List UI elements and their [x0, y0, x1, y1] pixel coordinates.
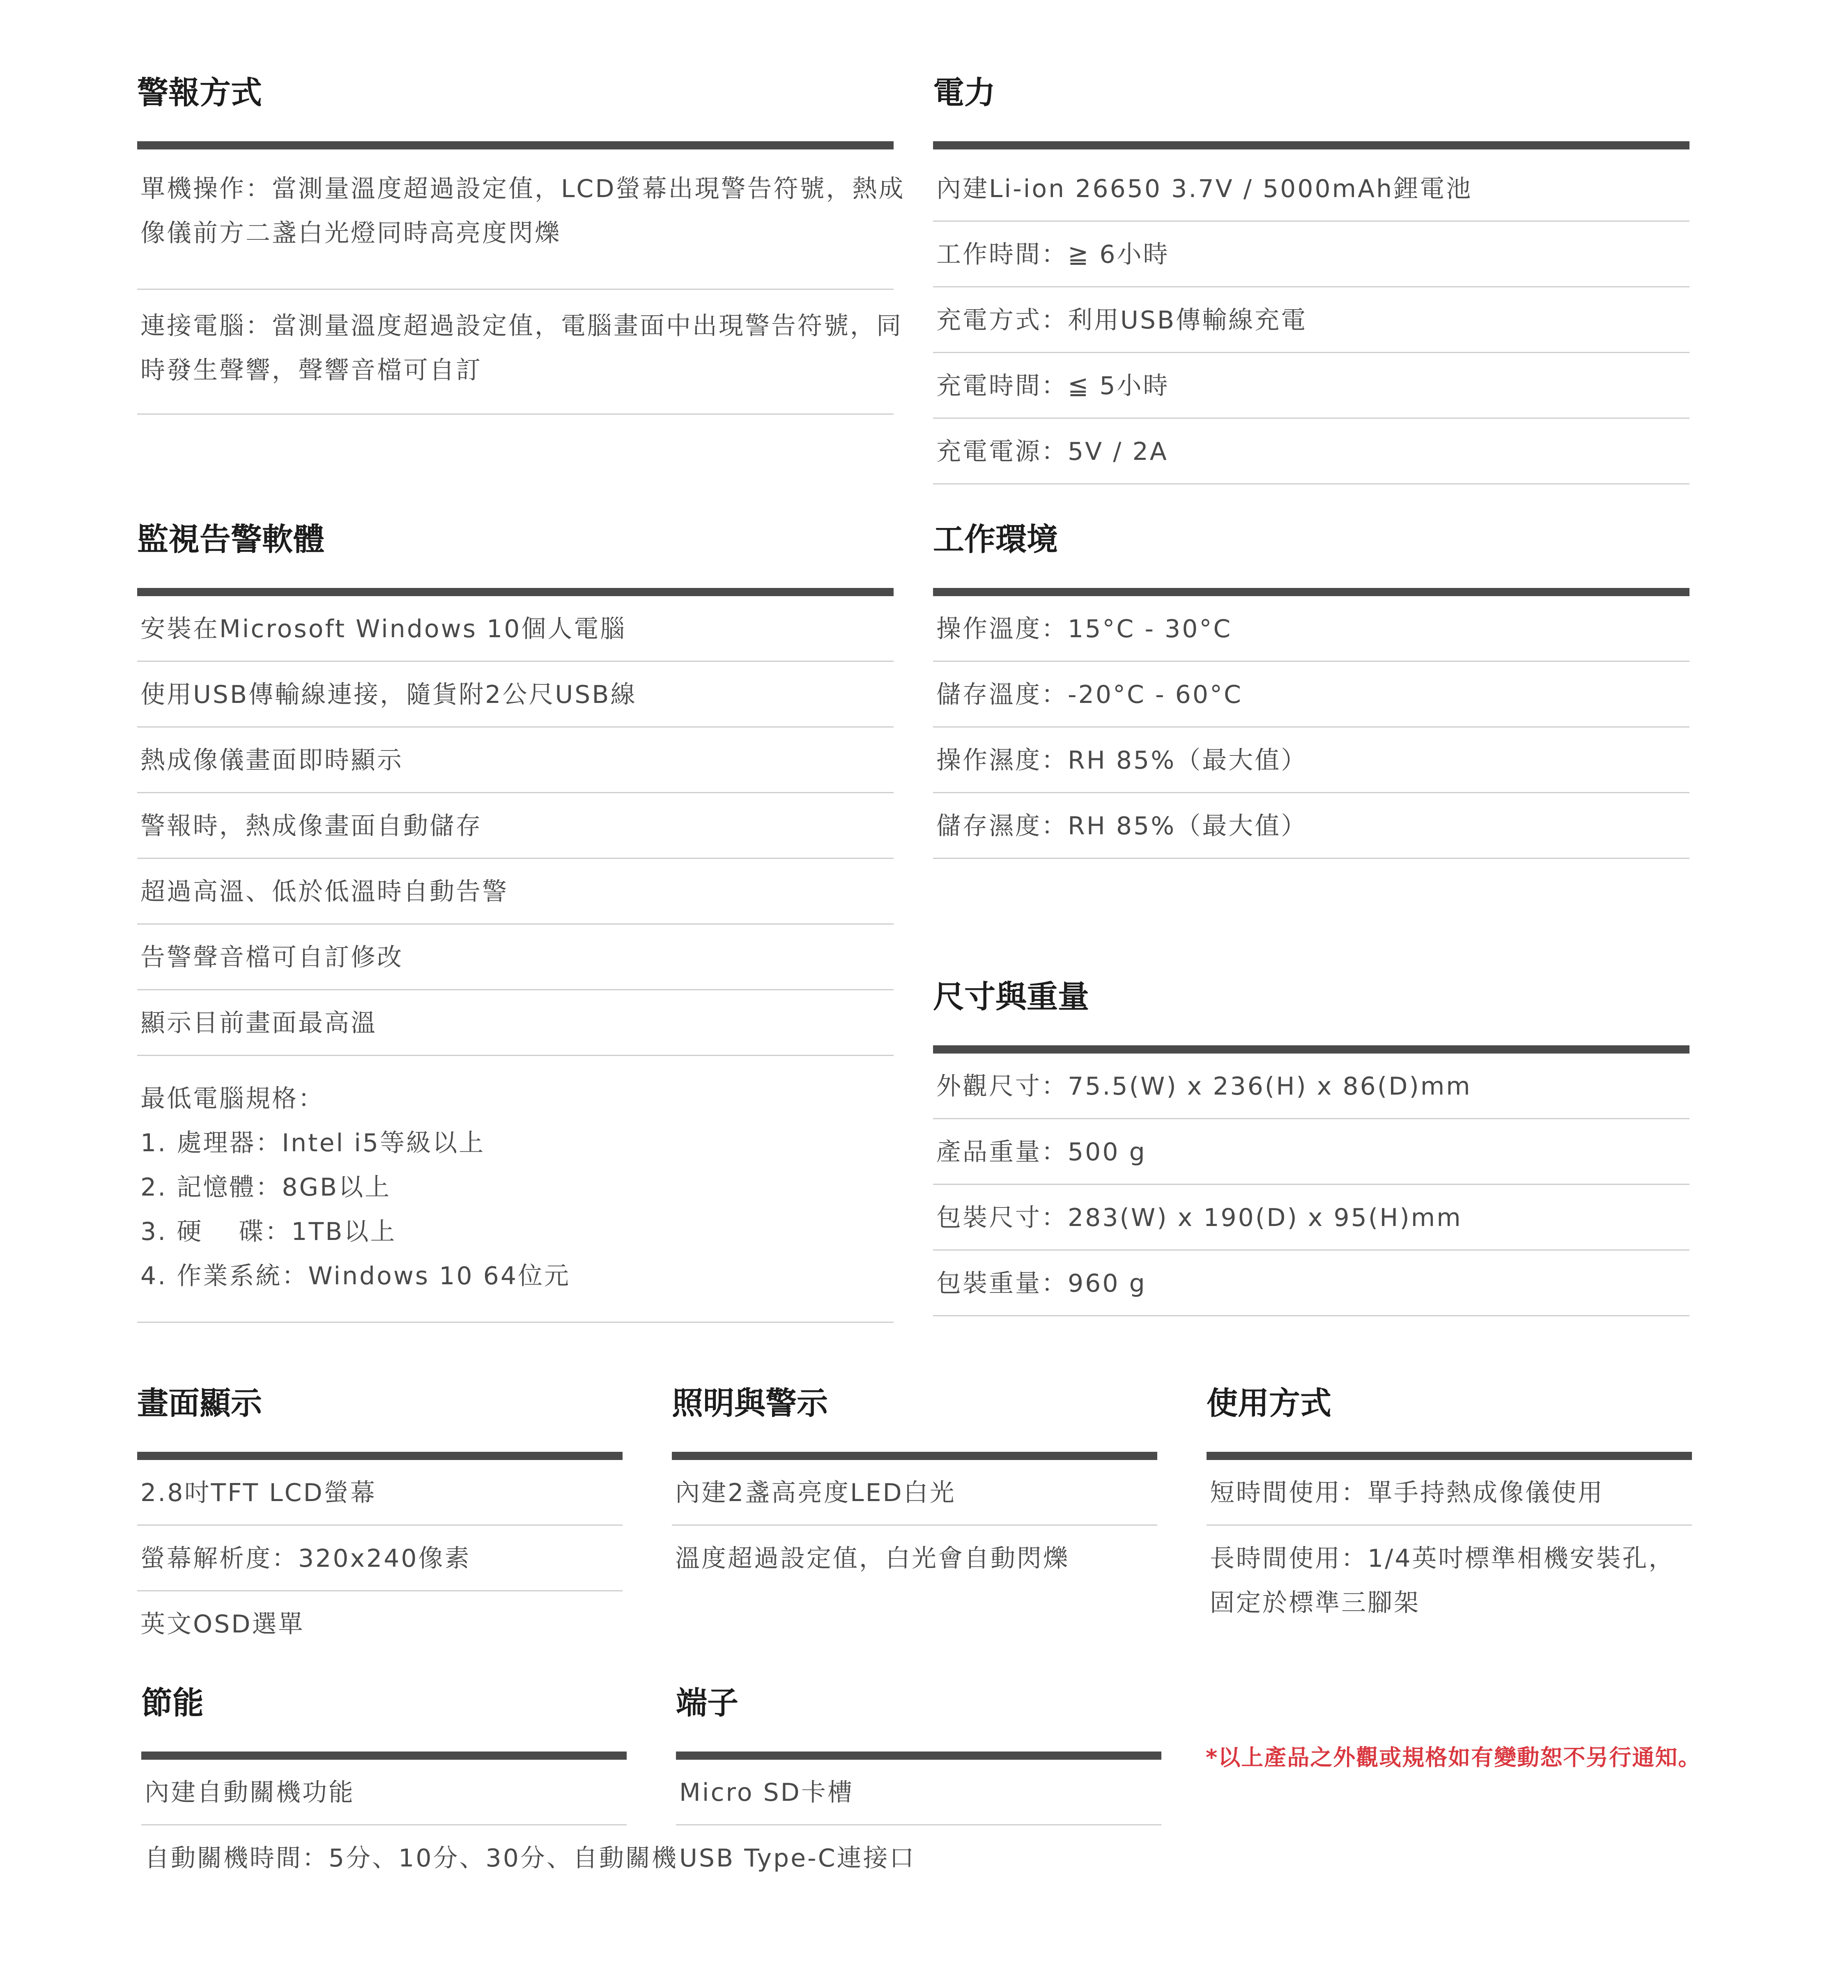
list-item: 自動關機時間：5分、10分、30分、自動關機: [145, 1844, 678, 1873]
list-item: 工作時間：≧ 6小時: [933, 222, 1689, 287]
section-divider: [933, 141, 1689, 149]
section-divider: [672, 1452, 1157, 1460]
list-item: 內建自動關機功能: [141, 1760, 627, 1825]
section-divider: [137, 141, 894, 149]
section-usage: [1207, 1385, 1692, 1642]
section-ports: [676, 1687, 1161, 1917]
list-item: 充電電源：5V / 2A: [933, 419, 1689, 484]
section-title: 端子: [676, 1685, 738, 1721]
list-item: 短時間使用：單手持熱成像儀使用: [1207, 1460, 1692, 1526]
section-title: 照明與警示: [672, 1385, 828, 1421]
list-item: 英文OSD選單: [140, 1610, 305, 1639]
list-item: 螢幕解析度：320x240像素: [137, 1526, 623, 1591]
section-dimensions: [933, 978, 1689, 1322]
list-item: Micro SD卡槽: [676, 1760, 1161, 1825]
list-item: 長時間使用：1/4英吋標準相機安裝孔， 固定於標準三腳架: [1210, 1544, 1675, 1617]
list-item: 包裝尺寸：283(W) x 190(D) x 95(H)mm: [933, 1185, 1689, 1251]
list-item: 儲存濕度：RH 85%（最大值）: [933, 793, 1689, 859]
list-item: 使用USB傳輸線連接，隨貨附2公尺USB線: [137, 662, 894, 728]
section-display: [137, 1385, 623, 1659]
section-divider: [1207, 1452, 1692, 1460]
section-title: 使用方式: [1207, 1385, 1331, 1421]
list-item: 外觀尺寸：75.5(W) x 236(H) x 86(D)mm: [933, 1054, 1689, 1119]
list-item: 內建Li-ion 26650 3.7V / 5000mAh鋰電池: [933, 156, 1689, 222]
section-divider: [141, 1752, 627, 1760]
list-item: 2.8吋TFT LCD螢幕: [137, 1460, 623, 1526]
list-item: 產品重量：500 g: [933, 1119, 1689, 1185]
section-title: 警報方式: [137, 74, 262, 111]
requirements-list: 最低電腦規格： 1. 處理器：Intel i5等級以上 2. 記憶體：8GB以上 3. 硬 碟：1TB以上 4. 作業系統：Windows 10 64位元: [137, 1056, 894, 1323]
section-software: [137, 521, 894, 1325]
section-title: 電力: [933, 74, 995, 111]
section-lighting: [672, 1385, 1157, 1593]
section-divider: [933, 1045, 1689, 1054]
section-divider: [933, 588, 1689, 596]
section-divider: [676, 1752, 1161, 1760]
list-item: 內建2盞高亮度LED白光: [672, 1460, 1157, 1526]
list-item: 顯示目前畫面最高溫: [137, 990, 894, 1056]
list-item: 告警聲音檔可自訂修改: [137, 925, 894, 990]
list-item: 超過高溫、低於低溫時自動告警: [137, 859, 894, 925]
spec-change-notice: *以上產品之外觀或規格如有變動恕不另行通知。: [1206, 1745, 1701, 1770]
list-item: 充電時間：≦ 5小時: [933, 353, 1689, 419]
section-alarm: [137, 74, 905, 418]
section-divider: [137, 1452, 623, 1460]
list-item: 溫度超過設定值，白光會自動閃爍: [675, 1544, 1069, 1573]
section-energy: [141, 1685, 678, 1917]
list-item: 操作濕度：RH 85%（最大值）: [933, 728, 1689, 793]
section-environment: [933, 521, 1689, 865]
section-divider: [137, 588, 894, 596]
list-item: 單機操作：當測量溫度超過設定值，LCD螢幕出現警告符號，熱成 像儀前方二盞白光燈同時高亮度閃爍: [137, 167, 894, 290]
list-item: 儲存溫度：-20°C - 60°C: [933, 662, 1689, 728]
section-title: 工作環境: [933, 521, 1058, 558]
section-title: 尺寸與重量: [933, 978, 1089, 1015]
list-item: 連接電腦：當測量溫度超過設定值，電腦畫面中出現警告符號，同 時發生聲響，聲響音檔可自訂: [137, 304, 894, 415]
list-item: 包裝重量：960 g: [933, 1251, 1689, 1316]
section-title: 節能: [141, 1685, 204, 1721]
list-item: 安裝在Microsoft Windows 10個人電腦: [137, 596, 894, 662]
list-item: 充電方式：利用USB傳輸線充電: [933, 287, 1689, 353]
list-item: 操作溫度：15°C - 30°C: [933, 596, 1689, 662]
list-item: 熱成像儀畫面即時顯示: [137, 728, 894, 793]
section-title: 畫面顯示: [137, 1385, 262, 1421]
list-item: 警報時，熱成像畫面自動儲存: [137, 793, 894, 859]
section-power: [933, 74, 1689, 484]
list-item: USB Type-C連接口: [679, 1844, 916, 1873]
section-title: 監視告警軟體: [137, 521, 324, 558]
